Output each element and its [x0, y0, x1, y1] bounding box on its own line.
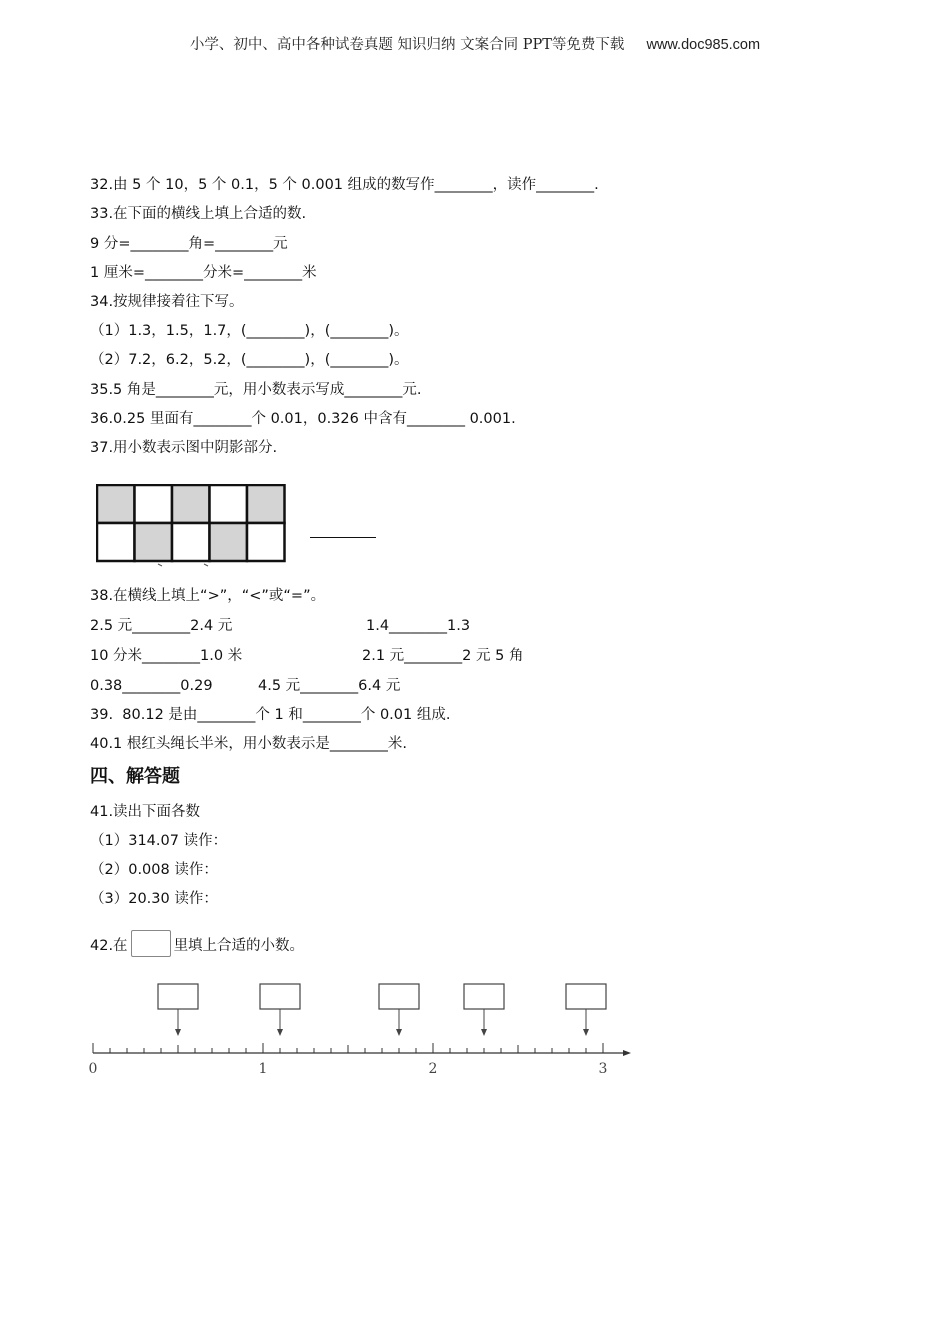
grid-cell: [247, 523, 285, 561]
grid-cell: [172, 523, 210, 561]
grid-cell: [135, 485, 173, 523]
question-35: 35.5 角是________元，用小数表示写成________元.: [90, 382, 422, 398]
answer-box[interactable]: [158, 984, 198, 1009]
grid-cell-shaded: [135, 523, 173, 561]
answer-box[interactable]: [464, 984, 504, 1009]
question-33: 33.在下面的横线上填上合适的数.: [90, 206, 307, 222]
answer-line-37: [310, 537, 376, 538]
q38-row2-right: 2.1 元________2 元 5 角: [362, 648, 524, 664]
grid-cell-shaded: [247, 485, 285, 523]
question-42: [90, 930, 304, 957]
pointer-arrow-icon: [583, 1029, 589, 1036]
page-header: [0, 33, 950, 54]
question-36: 36.0.25 里面有________个 0.01，0.326 中含有________ 0.001.: [90, 411, 516, 427]
header-title: 小学、初中、高中各种试卷真题 知识归纳 文案合同 PPT等免费下载: [189, 37, 625, 53]
question-40: 40.1 根红头绳长半米，用小数表示是________米.: [90, 736, 408, 752]
q38-row2-left: 10 分米________1.0 米: [90, 648, 243, 664]
section-heading-4: 四、解答题: [90, 766, 180, 787]
question-41-item3: （3）20.30 读作：: [90, 891, 218, 907]
question-34-item2: （2）7.2，6.2，5.2，(________)，(________)。: [90, 352, 409, 368]
grid-cell-shaded: [172, 485, 210, 523]
shaded-grid-figure: [96, 484, 286, 568]
header-site[interactable]: www.doc985.com: [646, 37, 761, 53]
answer-box[interactable]: [566, 984, 606, 1009]
q38-row3-right: 4.5 元________6.4 元: [258, 678, 401, 694]
axis-label: 0: [88, 1061, 98, 1077]
axis-label: 2: [428, 1061, 438, 1077]
q42-suffix: 里填上合适的小数。: [173, 938, 305, 954]
grid-cell: [97, 523, 135, 561]
grid-cell-shaded: [210, 523, 248, 561]
grid-mark: [158, 564, 162, 566]
question-32: 32.由 5 个 10，5 个 0.1，5 个 0.001 组成的数写作________，读作________.: [90, 177, 599, 193]
number-line-figure: [88, 978, 633, 1078]
axis-label: 3: [598, 1061, 608, 1077]
axis-arrow-icon: [623, 1050, 631, 1056]
grid-cell-shaded: [97, 485, 135, 523]
question-41-item1: （1）314.07 读作：: [90, 833, 228, 849]
grid-cell: [210, 485, 248, 523]
axis-label: 1: [258, 1061, 268, 1077]
q38-row1-right: 1.4________1.3: [366, 618, 471, 634]
pointer-arrow-icon: [175, 1029, 181, 1036]
q42-prefix: 42.在: [90, 938, 128, 954]
inline-answer-box-icon: [131, 930, 171, 957]
q38-row3-left: 0.38________0.29: [90, 678, 213, 694]
question-37: 37.用小数表示图中阴影部分.: [90, 440, 278, 456]
pointer-arrow-icon: [277, 1029, 283, 1036]
question-39: 39. 80.12 是由________个 1 和________个 0.01 组成.: [90, 707, 451, 723]
question-33-row1: 9 分=________角=________元: [90, 236, 288, 252]
question-34: 34.按规律接着往下写。: [90, 294, 244, 310]
pointer-arrow-icon: [481, 1029, 487, 1036]
question-41-item2: （2）0.008 读作：: [90, 862, 218, 878]
question-34-item1: （1）1.3，1.5，1.7，(________)，(________)。: [90, 323, 409, 339]
q38-row1-left: 2.5 元________2.4 元: [90, 618, 233, 634]
answer-box[interactable]: [260, 984, 300, 1009]
grid-mark: [204, 564, 208, 566]
pointer-arrow-icon: [396, 1029, 402, 1036]
question-33-row2: 1 厘米=________分米=________米: [90, 265, 317, 281]
question-41: 41.读出下面各数: [90, 804, 201, 820]
answer-box[interactable]: [379, 984, 419, 1009]
question-38: 38.在横线上填上“>”，“<”或“=”。: [90, 588, 326, 604]
